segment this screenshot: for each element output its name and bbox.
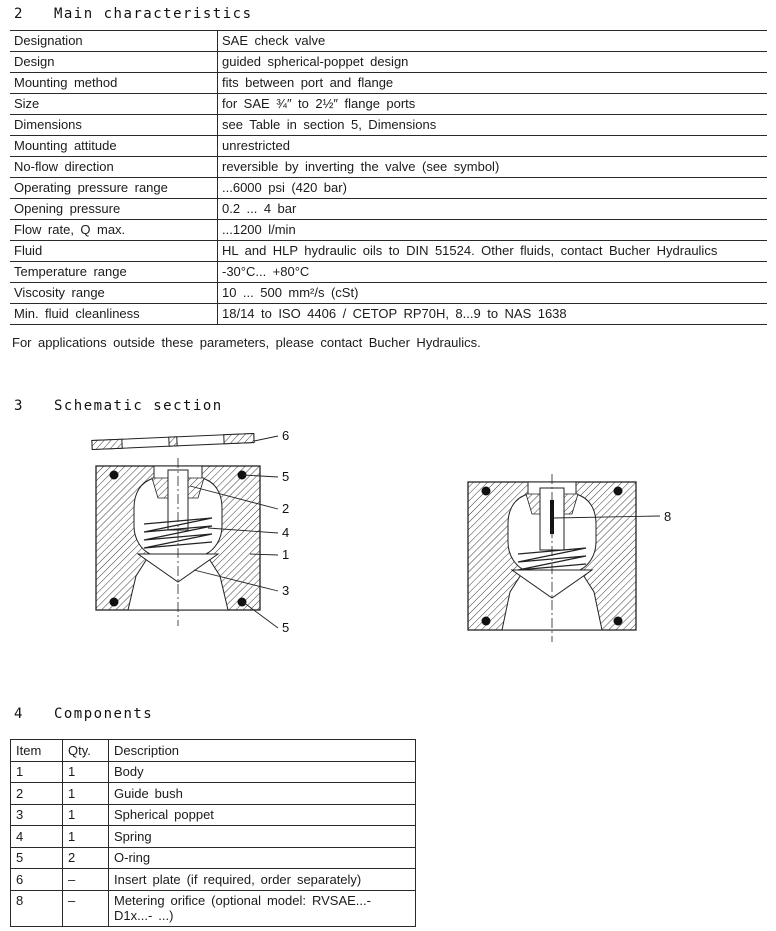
o-ring-shape: [110, 471, 119, 480]
char-label: Fluid: [10, 241, 218, 262]
table-row: [10, 199, 767, 220]
comp-item: 5: [11, 847, 63, 869]
comp-qty: 1: [63, 783, 109, 805]
char-label: Temperature range: [10, 262, 218, 283]
table-row: [11, 761, 416, 783]
section-title: Main characteristics: [53, 6, 253, 22]
comp-description: Body: [109, 761, 416, 783]
char-value: guided spherical-poppet design: [218, 52, 768, 73]
applications-note: For applications outside these parameters, please contact Bucher Hydraulics.: [12, 335, 481, 350]
callout-label: 1: [282, 547, 290, 562]
section-title: Schematic section: [53, 398, 223, 414]
section-number: 4: [14, 706, 24, 722]
char-label: Opening pressure: [10, 199, 218, 220]
comp-item: 4: [11, 826, 63, 848]
char-value: -30°C... +80°C: [218, 262, 768, 283]
left-schematic-drawing: [78, 428, 308, 643]
char-value: for SAE ¾″ to 2½″ flange ports: [218, 94, 768, 115]
comp-item: 1: [11, 761, 63, 783]
table-row: [10, 283, 767, 304]
o-ring-shape: [614, 487, 623, 496]
callout-label: 3: [282, 583, 290, 598]
comp-item: 8: [11, 890, 63, 927]
table-row: [10, 31, 767, 52]
comp-qty: –: [63, 890, 109, 927]
comp-qty: 2: [63, 847, 109, 869]
table-row: [10, 157, 767, 178]
char-value: SAE check valve: [218, 31, 768, 52]
char-value: unrestricted: [218, 136, 768, 157]
char-value: fits between port and flange: [218, 73, 768, 94]
comp-description: Spring: [109, 826, 416, 848]
comp-item: 6: [11, 869, 63, 891]
table-row: [11, 783, 416, 805]
char-label: Designation: [10, 31, 218, 52]
insert-plate-shape: [92, 433, 254, 449]
comp-item: 2: [11, 783, 63, 805]
char-label: Mounting attitude: [10, 136, 218, 157]
section-2-heading: [14, 6, 253, 22]
o-ring-shape: [110, 598, 119, 607]
callout-label: 8: [664, 509, 672, 524]
table-row: [10, 73, 767, 94]
section-4-heading: [14, 706, 153, 722]
comp-qty: –: [63, 869, 109, 891]
table-row: [11, 869, 416, 891]
table-row: [11, 826, 416, 848]
table-row: [10, 115, 767, 136]
char-label: Flow rate, Q max.: [10, 220, 218, 241]
comp-item: 3: [11, 804, 63, 826]
table-row: [10, 304, 767, 325]
callout-label: 5: [282, 620, 290, 635]
char-value: 0.2 ... 4 bar: [218, 199, 768, 220]
section-number: 2: [14, 6, 24, 22]
char-label: Design: [10, 52, 218, 73]
table-row: [11, 804, 416, 826]
table-header-row: [11, 740, 416, 762]
comp-description: Metering orifice (optional model: RVSAE...-D1x...- ...): [109, 890, 416, 927]
char-label: Min. fluid cleanliness: [10, 304, 218, 325]
callout-label: 4: [282, 525, 290, 540]
char-value: 18/14 to ISO 4406 / CETOP RP70H, 8...9 to NAS 1638: [218, 304, 768, 325]
char-value: 10 ... 500 mm²/s (cSt): [218, 283, 768, 304]
o-ring-shape: [482, 617, 491, 626]
col-header-item: Item: [11, 740, 63, 762]
section-3-heading: [14, 398, 223, 414]
o-ring-shape: [614, 617, 623, 626]
char-value: ...6000 psi (420 bar): [218, 178, 768, 199]
o-ring-shape: [238, 598, 247, 607]
section-title: Components: [53, 706, 154, 722]
o-ring-shape: [482, 487, 491, 496]
comp-qty: 1: [63, 826, 109, 848]
char-label: Dimensions: [10, 115, 218, 136]
table-row: [11, 847, 416, 869]
col-header-description: Description: [109, 740, 416, 762]
char-value: HL and HLP hydraulic oils to DIN 51524. Other fluids, contact Bucher Hydraulics: [218, 241, 768, 262]
col-header-qty: Qty.: [63, 740, 109, 762]
table-row: [10, 52, 767, 73]
table-row: [10, 178, 767, 199]
comp-description: Insert plate (if required, order separately): [109, 869, 416, 891]
callout-label: 5: [282, 469, 290, 484]
main-characteristics-table: [10, 30, 767, 325]
right-schematic-drawing: [452, 468, 692, 648]
section-number: 3: [14, 398, 24, 414]
comp-description: Spherical poppet: [109, 804, 416, 826]
comp-qty: 1: [63, 761, 109, 783]
comp-description: O-ring: [109, 847, 416, 869]
char-label: Viscosity range: [10, 283, 218, 304]
char-value: see Table in section 5, Dimensions: [218, 115, 768, 136]
table-row: [10, 241, 767, 262]
callout-label: 2: [282, 501, 290, 516]
char-label: No-flow direction: [10, 157, 218, 178]
comp-qty: 1: [63, 804, 109, 826]
table-row: [10, 136, 767, 157]
table-row: [10, 220, 767, 241]
char-label: Operating pressure range: [10, 178, 218, 199]
comp-description: Guide bush: [109, 783, 416, 805]
char-value: reversible by inverting the valve (see symbol): [218, 157, 768, 178]
char-label: Mounting method: [10, 73, 218, 94]
char-value: ...1200 l/min: [218, 220, 768, 241]
components-table: [10, 739, 416, 927]
callout-label: 6: [282, 428, 290, 443]
table-row: [10, 94, 767, 115]
table-row: [10, 262, 767, 283]
table-row: [11, 890, 416, 927]
char-label: Size: [10, 94, 218, 115]
